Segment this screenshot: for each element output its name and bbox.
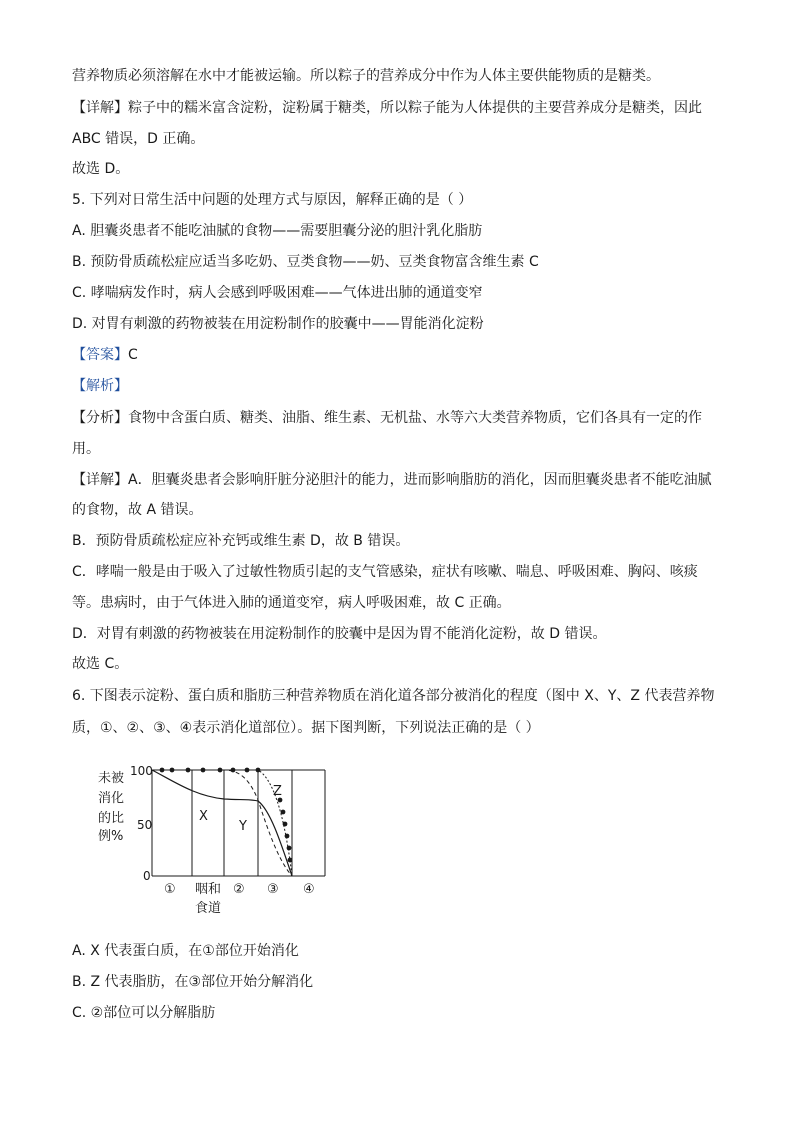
line-text: 等。患病时，由于气体进入肺的通道变窄，病人呼吸困难，故 C 正确。 [72,595,511,611]
text-line [72,531,409,551]
line-text: 故选 D。 [72,161,130,177]
z-marker [201,768,206,773]
section-tag: 【详解】 [72,100,128,116]
line-text: B．预防骨质疏松症应补充钙或维生素 D，故 B 错误。 [72,533,410,549]
curve-label-z: Z [273,784,282,799]
z-marker [285,834,290,839]
line-text: 5. 下列对日常生活中问题的处理方式与原因，解释正确的是（ ） [72,192,473,208]
y-tick-label: 50 [137,818,153,832]
y-tick-label: 0 [143,869,151,883]
text-line [72,98,702,118]
answer-option: B. Z 代表脂肪，在③部位开始分解消化 [72,974,314,990]
digestion-chart [90,760,340,920]
text-line [72,314,484,334]
text-line [72,686,714,706]
y-label-line: 的比 [98,811,125,826]
text-line [72,408,702,428]
text-line [72,624,606,644]
curve-label-x: X [199,809,208,824]
z-marker [283,822,288,827]
z-marker [287,846,292,851]
line-text: D. 对胃有刺激的药物被装在用淀粉制作的胶囊中——胃能消化淀粉 [72,316,484,332]
curve-z [152,770,292,876]
y-label-line: 消化 [98,791,125,806]
line-text: 的食物，故 A 错误。 [72,502,203,518]
section-label-4: ④ [303,882,315,897]
section-tag: 【答案】 [72,347,128,363]
y-label-line: 例% [98,829,124,844]
section-label-1: ① [164,882,176,897]
text-line [72,129,204,149]
line-text: C. 哮喘病发作时，病人会感到呼吸困难——气体进出肺的通道变窄 [72,285,483,301]
answer-option: A. X 代表蛋白质，在①部位开始消化 [72,943,299,959]
z-marker [256,768,261,773]
z-marker [288,858,293,863]
section-tag: 【解析】 [72,378,128,394]
text-line [72,221,482,241]
section-tag: 【分析】 [72,410,128,426]
y-tick-label: 100 [130,764,153,778]
line-text: ABC 错误，D 正确。 [72,131,205,147]
text-line [72,439,100,459]
z-marker [186,768,191,773]
line-text: 用。 [72,441,100,457]
line-text: A. 胆囊炎患者不能吃油腻的食物——需要胆囊分泌的胆汁乳化脂肪 [72,223,483,239]
text-line [72,190,472,210]
line-text: 质，①、②、③、④表示消化道部位）。据下图判断，下列说法正确的是（ ） [72,720,540,736]
text-line [72,283,483,303]
section-label-2: ② [233,882,245,897]
line-text: 粽子中的糯米富含淀粉，淀粉属于糖类，所以粽子能为人体提供的主要营养成分是糖类，因此 [128,100,702,116]
answer-option: C. ②部位可以分解脂肪 [72,1005,216,1021]
text-line [72,562,698,582]
z-marker [245,768,250,773]
curve-label-y: Y [239,819,247,834]
curve-y [152,770,292,876]
line-text: C．哮喘一般是由于吸入了过敏性物质引起的支气管感染，症状有咳嗽、喘息、呼吸困难、胸闷、咳痰 [72,564,698,580]
section-tag: 【详解】 [72,472,128,488]
z-marker [170,768,175,773]
text-line [72,376,128,396]
line-text: C [128,347,138,363]
z-marker [160,768,165,773]
text-line [72,470,712,490]
text-line [72,66,660,86]
line-text: D．对胃有刺激的药物被装在用淀粉制作的胶囊中是因为胃不能消化淀粉，故 D 错误。 [72,626,607,642]
z-marker [218,768,223,773]
section-label-esophagus: 食道 [195,901,222,916]
z-marker [231,768,236,773]
line-text: A．胆囊炎患者会影响肝脏分泌胆汁的能力，进而影响脂肪的消化，因而胆囊炎患者不能吃油腻 [128,472,712,488]
text-line [72,654,128,674]
text-line [72,718,540,738]
line-text: B. 预防骨质疏松症应适当多吃奶、豆类食物——奶、豆类食物富含维生素 C [72,254,539,270]
line-text: 6. 下图表示淀粉、蛋白质和脂肪三种营养物质在消化道各部分被消化的程度（图中 X、Y、Z 代表营养物 [72,688,715,704]
text-line [72,252,539,272]
section-label-esophagus: 咽和 [195,882,222,897]
text-line [72,593,511,613]
line-text: 食物中含蛋白质、糖类、油脂、维生素、无机盐、水等六大类营养物质，它们各具有一定的作 [128,410,702,426]
curve-z-markers [160,768,293,863]
y-label-line: 未被 [98,771,125,786]
line-text: 故选 C。 [72,656,129,672]
text-line [72,345,138,365]
text-line [72,159,129,179]
section-label-3: ③ [267,882,279,897]
text-line [72,500,202,520]
curve-x [152,770,292,876]
line-text: 营养物质必须溶解在水中才能被运输。所以粽子的营养成分中作为人体主要供能物质的是糖类。 [72,68,660,84]
z-marker [281,810,286,815]
